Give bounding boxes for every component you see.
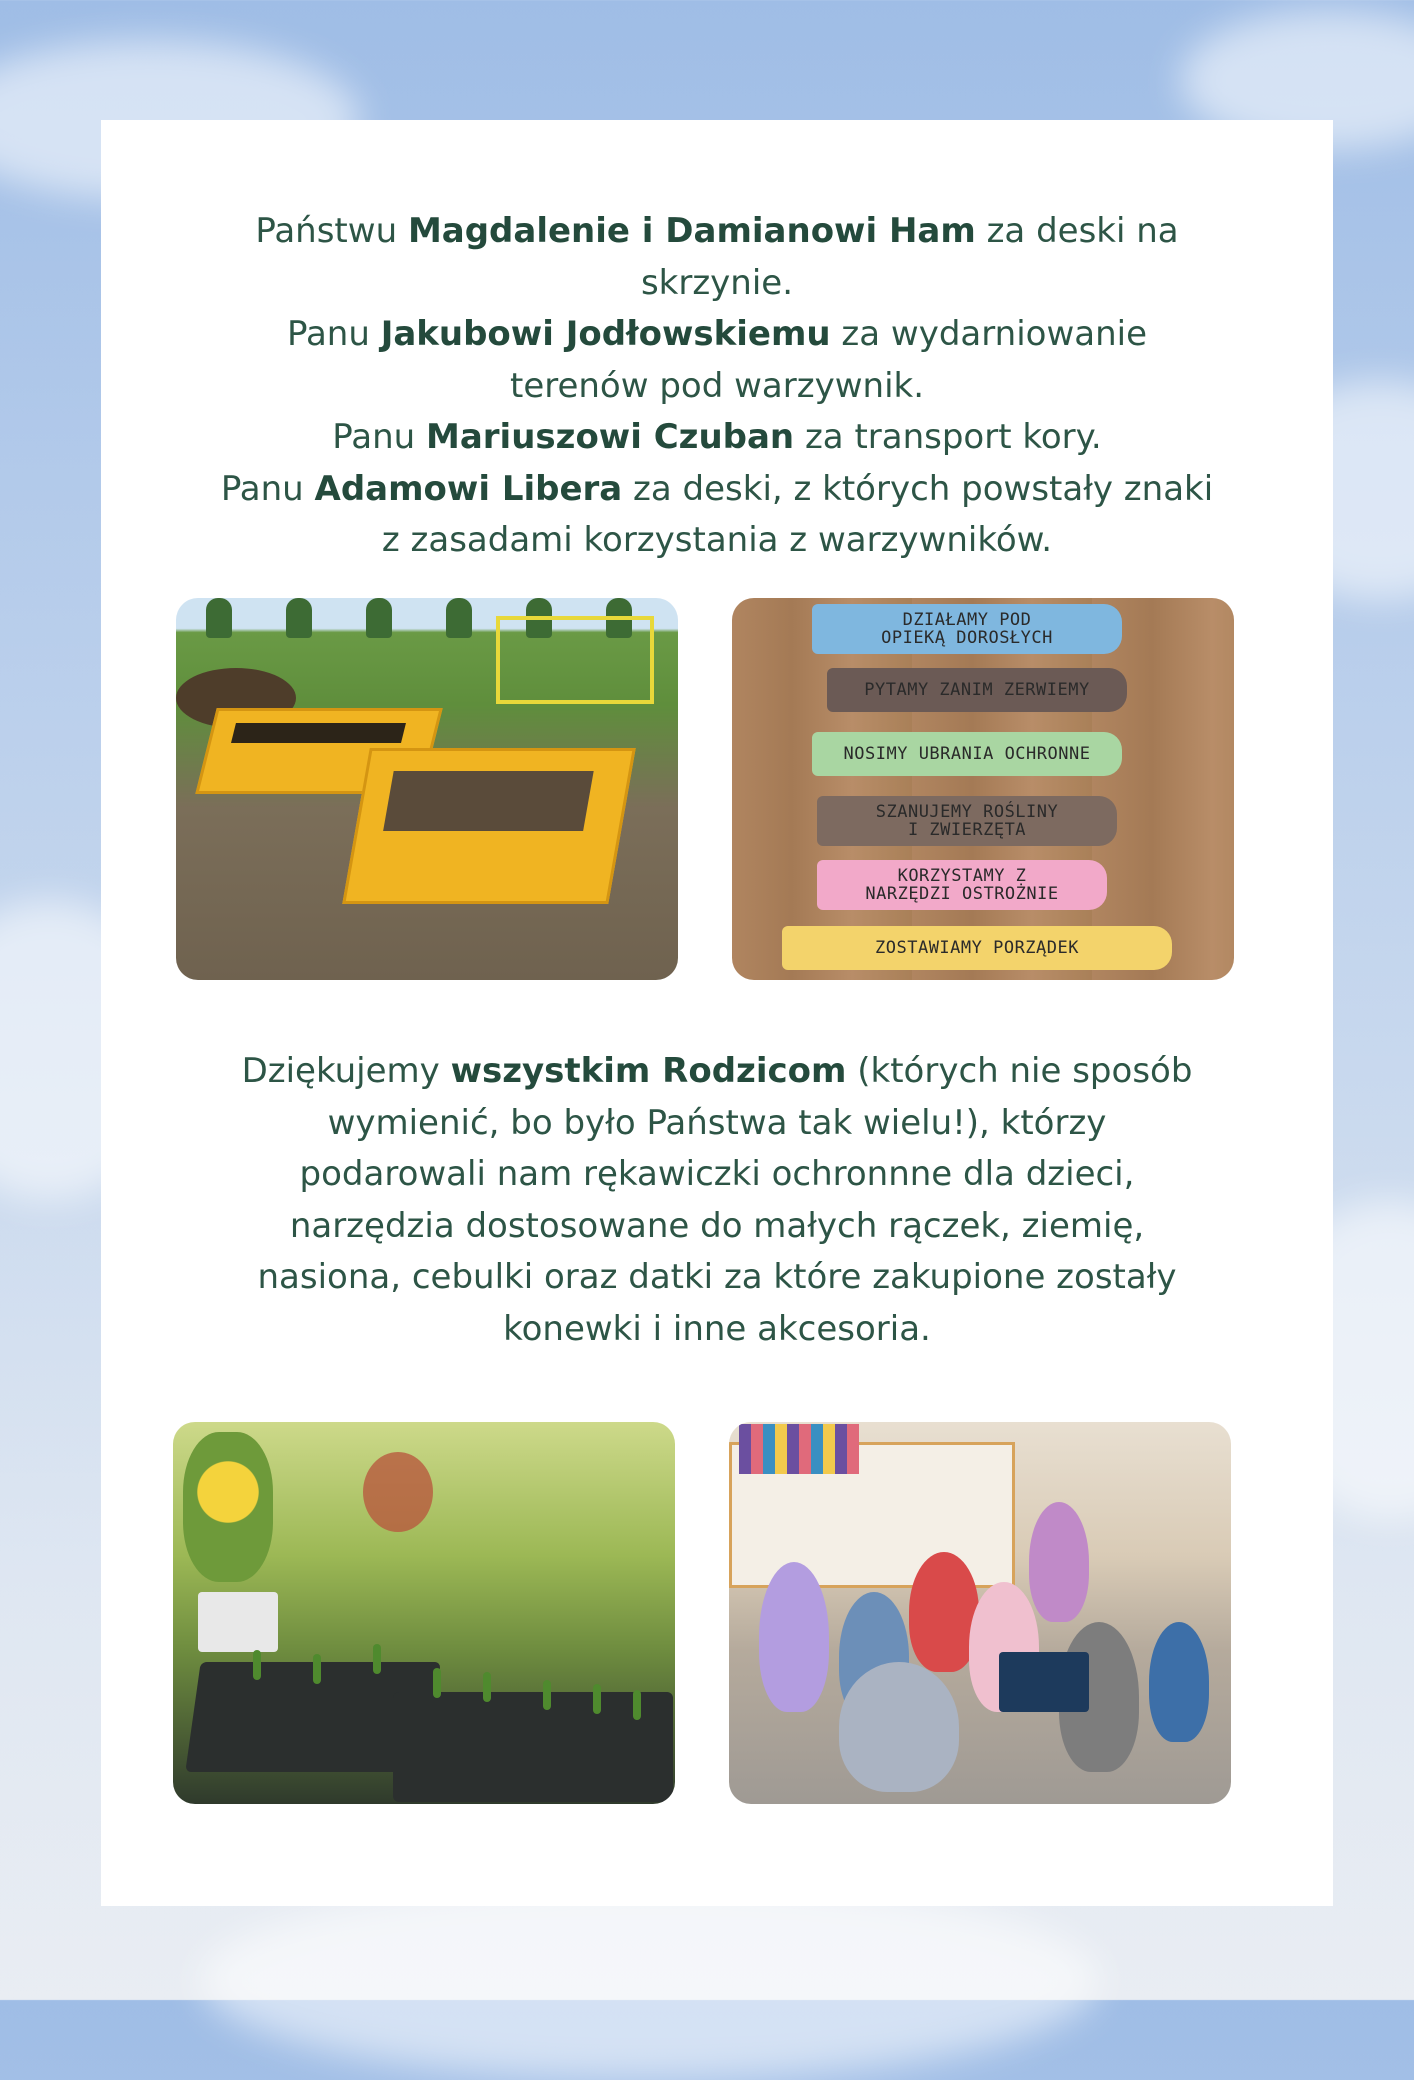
- text-line: [101, 1098, 1333, 1150]
- bold-name: Mariuszowi Czuban: [426, 417, 795, 457]
- text-line: [101, 258, 1333, 310]
- rule-sign: [812, 604, 1122, 654]
- bold-name: Jakubowi Jodłowskiemu: [380, 314, 831, 354]
- text-segment: za transport kory.: [794, 417, 1102, 457]
- text-segment: z zasadami korzystania z warzywników.: [381, 520, 1053, 560]
- thanks-paragraph-parents: [101, 1046, 1333, 1355]
- text-segment: terenów pod warzywnik.: [509, 365, 925, 406]
- sign-text: DZIAŁAMY POD: [902, 610, 1032, 630]
- text-line: [101, 412, 1333, 464]
- text-line: [101, 515, 1333, 567]
- thanks-paragraph-individuals: [101, 206, 1333, 567]
- text-segment: konewki i inne akcesoria.: [503, 1308, 931, 1349]
- sign-text: NOSIMY UBRANIA OCHRONNE: [843, 744, 1091, 764]
- text-segment: wymienić, bo było Państwa tak wielu!), którzy: [327, 1102, 1107, 1143]
- text-line: [101, 1046, 1333, 1098]
- bold-name: wszystkim Rodzicom: [450, 1051, 847, 1091]
- text-line: [101, 464, 1333, 516]
- rule-sign: [827, 668, 1127, 712]
- text-line: [101, 309, 1333, 361]
- text-segment: skrzynie.: [640, 262, 794, 303]
- bold-name: Adamowi Libera: [314, 468, 623, 509]
- text-segment: za wydarniowanie: [830, 314, 1148, 354]
- text-segment: Panu: [220, 468, 315, 509]
- rule-sign: [817, 860, 1107, 910]
- sign-text: OPIEKĄ DOROSŁYCH: [881, 628, 1053, 648]
- sign-text: NARZĘDZI OSTROŻNIE: [865, 884, 1059, 904]
- sign-text: PYTAMY ZANIM ZERWIEMY: [864, 680, 1090, 700]
- rule-sign: [812, 732, 1122, 776]
- sign-text: SZANUJEMY ROŚLINY: [875, 802, 1059, 822]
- text-segment: podarowali nam rękawiczki ochronnne dla dzieci,: [299, 1154, 1135, 1194]
- photo-garden-rule-signs: [732, 598, 1234, 980]
- text-line: [101, 1149, 1333, 1201]
- text-segment: za deski na: [975, 211, 1179, 251]
- photo-seedlings-on-windowsill: [173, 1422, 675, 1804]
- bold-name: Magdalenie i Damianowi Ham: [407, 211, 976, 251]
- text-line: [101, 1201, 1333, 1253]
- text-segment: za deski, z których powstały znaki: [622, 468, 1214, 509]
- text-segment: Dziękujemy: [241, 1051, 451, 1091]
- text-line: [101, 1252, 1333, 1304]
- text-line: [101, 1304, 1333, 1356]
- sign-text: I ZWIERZĘTA: [907, 820, 1027, 840]
- text-segment: Panu: [332, 417, 427, 457]
- text-segment: nasiona, cebulki oraz datki za które zakupione zostały: [257, 1257, 1177, 1297]
- text-segment: Panu: [286, 314, 381, 354]
- text-line: [101, 206, 1333, 258]
- text-segment: Państwu: [255, 211, 408, 251]
- background-cloud: [200, 1880, 1100, 2080]
- text-segment: (których nie sposób: [846, 1051, 1193, 1091]
- rule-sign: [782, 926, 1172, 970]
- photo-raised-garden-beds: [176, 598, 678, 980]
- sign-text: KORZYSTAMY Z: [897, 866, 1027, 886]
- sign-text: ZOSTAWIAMY PORZĄDEK: [875, 938, 1079, 958]
- text-line: [101, 361, 1333, 413]
- photo-children-group: [729, 1422, 1231, 1804]
- rule-sign: [817, 796, 1117, 846]
- text-segment: narzędzia dostosowane do małych rączek, ziemię,: [289, 1205, 1145, 1246]
